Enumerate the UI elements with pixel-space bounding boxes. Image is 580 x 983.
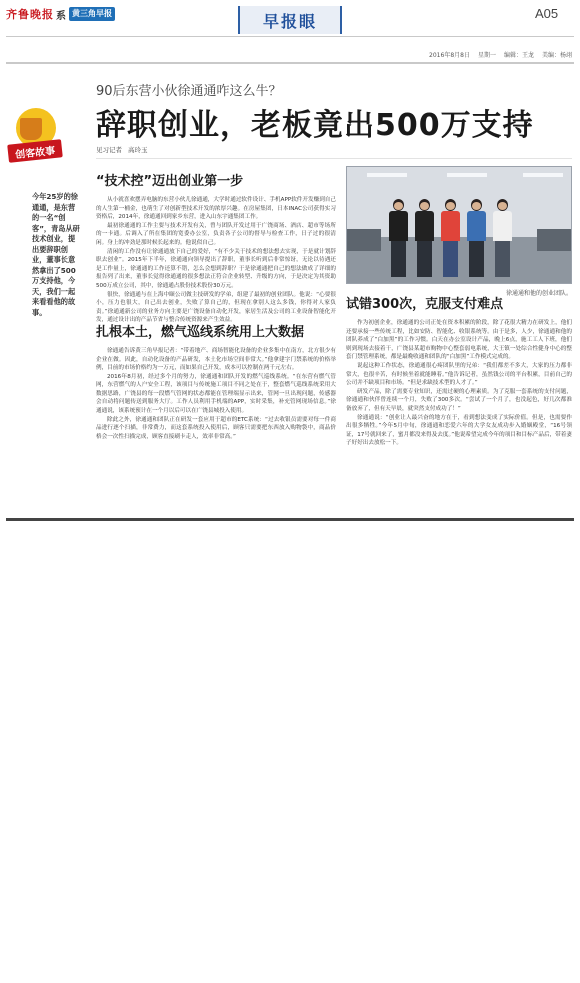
photo-light xyxy=(447,173,487,177)
photo-desk xyxy=(347,229,381,251)
article-paragraph: 从小就喜欢摆弄电脑的东营小伙儿徐通通，大学时通过软件设计、手机APP软件开发赚到自己的人生第一桶金，也萌生了对创新型技术开发的浓厚兴趣。在房屋集团，日本INAC公司获得实习资格后，2014年，徐通通回到家乡东营，进入山东宇通集团工作。 xyxy=(96,197,336,221)
story-deck: 今年25岁的徐通通，是东营的一名“创客”，青岛从研技术创业，提出要辞职创业，董事长意然拿出了500万支持他，今天，我们一起来看看他的故事。 xyxy=(32,192,80,317)
photo-person xyxy=(413,199,435,279)
byline xyxy=(96,145,148,154)
article-paragraph: 清闲的工作没有让徐通通放下自己的爱好，“有不少关于技术的想法想去实现，于是就计划辞职去创业”。2015年下半年，徐通通向领导提出了辞职，董事长听到后非常惊讶，无论以待遇还是工作量上，徐通通的工作还算不错，怎么会想到辞职？于是徐通通把自己的想法做成了详细的报告列了出来，董事长觉得徐通通的很多想法正符合企业转型、升级的方向，于是决定为其资助500万成立公司，其中，徐通通占股份技术股份30万元。 xyxy=(96,248,336,289)
byline-divider xyxy=(96,158,572,159)
section-subhead: “技术控”迈出创业第一步 xyxy=(96,174,244,189)
issue-meta xyxy=(200,50,572,60)
article-paragraph: 除此之外，徐通通和团队正在研发一套应用于超市的ETC系统：“过去收银员需要对每一件商品进行逐个扫描，非常费力，而这套系统投入使用后，顾客只需要把东西放入购物袋中，商品价格会一次性扫描完成，顾客直接刷卡走人，效率非常高。” xyxy=(96,416,336,440)
section-title: 早报眼 xyxy=(262,11,317,31)
issue-weekday: 星期一 xyxy=(477,52,496,59)
photo-caption: 徐通通和他的创业团队。 xyxy=(505,290,572,297)
photo-desk xyxy=(537,229,572,251)
byline-name: 高玲玉 xyxy=(128,146,148,154)
issue-date: 2016年8月8日 xyxy=(429,52,470,59)
masthead xyxy=(0,0,580,48)
section-banner xyxy=(238,6,342,34)
article-paragraph: 很快，徐通通与在上海中颐公司做主技研发的学弟，组建了最初的创业团队。他说：“心要很小，压力也很大，自己出去创业，失败了算自己的，但现在拿别人这么多钱，你得对人家负责。”徐通通新公司的业务方向主要是广饶设备自动化开发，家居生活及公司的工业设备智能化开发，通过设计出的产品节省与整合传统资源来产生效益。 xyxy=(96,291,336,324)
photo-person xyxy=(387,199,409,279)
photo-person xyxy=(439,199,461,279)
page-bottom-rule xyxy=(6,518,574,521)
page-number: A05 xyxy=(535,6,559,21)
photo-light xyxy=(367,173,407,177)
article-column-left xyxy=(96,174,336,441)
article-column-right xyxy=(346,166,572,448)
brand-tag: 黄三角早报 xyxy=(69,7,115,21)
designer-credit: 美编：杨翊 xyxy=(541,52,572,59)
article-paragraph: 作为初创企业，徐通通的公司正处在资本积累的阶段，除了花很大精力在研发上，他们还要承接一些传统工程，比如安防、智能化、收银系统等。由于是多，人少，徐通通和他的团队养成了“白加黑”的工作习惯。白天在办公室设计产品，晚上6点，施工工人下班，他们则到现场去接着干，广饶县某超市购物中心整套弱电系统，大王镇一处综合性健身中心的整套门禁管理系统，都是最晚收通和团队的“白加黑”工作模式完成的。 xyxy=(346,320,572,361)
photo-light xyxy=(523,173,563,177)
byline-role: 见习记者 xyxy=(96,146,122,154)
editor-credit: 编辑：王龙 xyxy=(503,52,534,59)
article-paragraph: 研发产品，除了需要专业知识，还需过硬的心理素质。为了克服一套系统的支付问题，徐通通和伙伴曾连续一个月，失败了300多次。“尝试了一个月了，也没起色，好几次都准备放弃了，但有天早晨，就突然支付成功了！” xyxy=(346,388,572,412)
brand-series: 系 xyxy=(56,10,66,22)
section-subhead: 试错300次，克服支付难点 xyxy=(346,297,504,312)
badge-cup-icon xyxy=(20,118,42,140)
brand xyxy=(6,6,115,22)
column-badge xyxy=(8,108,64,164)
article-paragraph: 徐通通告诉黄三角早报记者：“带着地产、商场智能化设备的企业多集中在南方，北方很少有企业在做。因此，自动化设备的产品研发，本土化市场空间非常大。”他拿建字门禁系统的价格举例，目前的市场价格约为一万元，而如果自己开发，成本可以控制在两千元左右。 xyxy=(96,347,336,372)
brand-logo: 齐鲁晚报 xyxy=(6,8,54,21)
team-photo xyxy=(346,166,572,284)
photo-person xyxy=(491,199,513,279)
column-badge-label: 创客故事 xyxy=(7,139,63,163)
headline: 辞职创业，老板竟出500万支持 xyxy=(96,108,534,143)
article-paragraph: 2016年8月初，经过多个月的努力，徐通通和团队开发的燃气巡线系统。“在东营有燃气管网，东营燃气的人户安全工程，该项目与传统施工项目不同之处在于，整套燃气巡线系统采用大数据思路，广饶县的每一段燃气管网的状态都能在管理端显示出来，管网一旦出现问题，传感器会自动将问题传送到服务大厅。工作人员利用手机端的APP，实时采集，补充管网现场信息。”徐通通说，该系统预计在一个月以后可以在广饶县城投入使用。 xyxy=(96,373,336,415)
masthead-rule xyxy=(6,36,574,37)
article-paragraph: 最初徐通通的工作主要与技术开发有关，曾与团队开发过用于广饶商场、酒店、超市等场所的一卡通。后调入了所在集团的宽委办公室，负责各子公司的督导与检查工作，日子过的很清闲。身上的冲劲是那时候长起来的。他说似自己。 xyxy=(96,222,336,246)
photo-person xyxy=(465,199,487,279)
kicker: 90后东营小伙徐通通咋这么牛？ xyxy=(96,84,282,99)
header-divider xyxy=(6,62,574,64)
article-paragraph: 说起这种工作状态，徐通通很心疼团队里的兄弟：“我们都差不多大，大家的压力都非常大，也很辛苦，有时候坐着就能睡着。”他告诉记者，虽然钱公司的平台积累，目前自己的公司并不缺项目和市场。“但是求缺技术型的人才了。” xyxy=(346,362,572,387)
article-paragraph: 徐通通说：“创业让人最兴奋的地方在于，看到想法变成了实际价值。但是，也需要作出很多牺牲。”今年5月中旬，徐通通和恋爱六年的大学女友成功步入婚姻殿堂，“16号领证，17号就回来了，蜜月都没来得及去度。”他说希望完成今年的项目和目标产品后，带着妻子好好出去放松一下。 xyxy=(346,414,572,447)
section-subhead: 扎根本土，燃气巡线系统用上大数据 xyxy=(96,324,305,340)
